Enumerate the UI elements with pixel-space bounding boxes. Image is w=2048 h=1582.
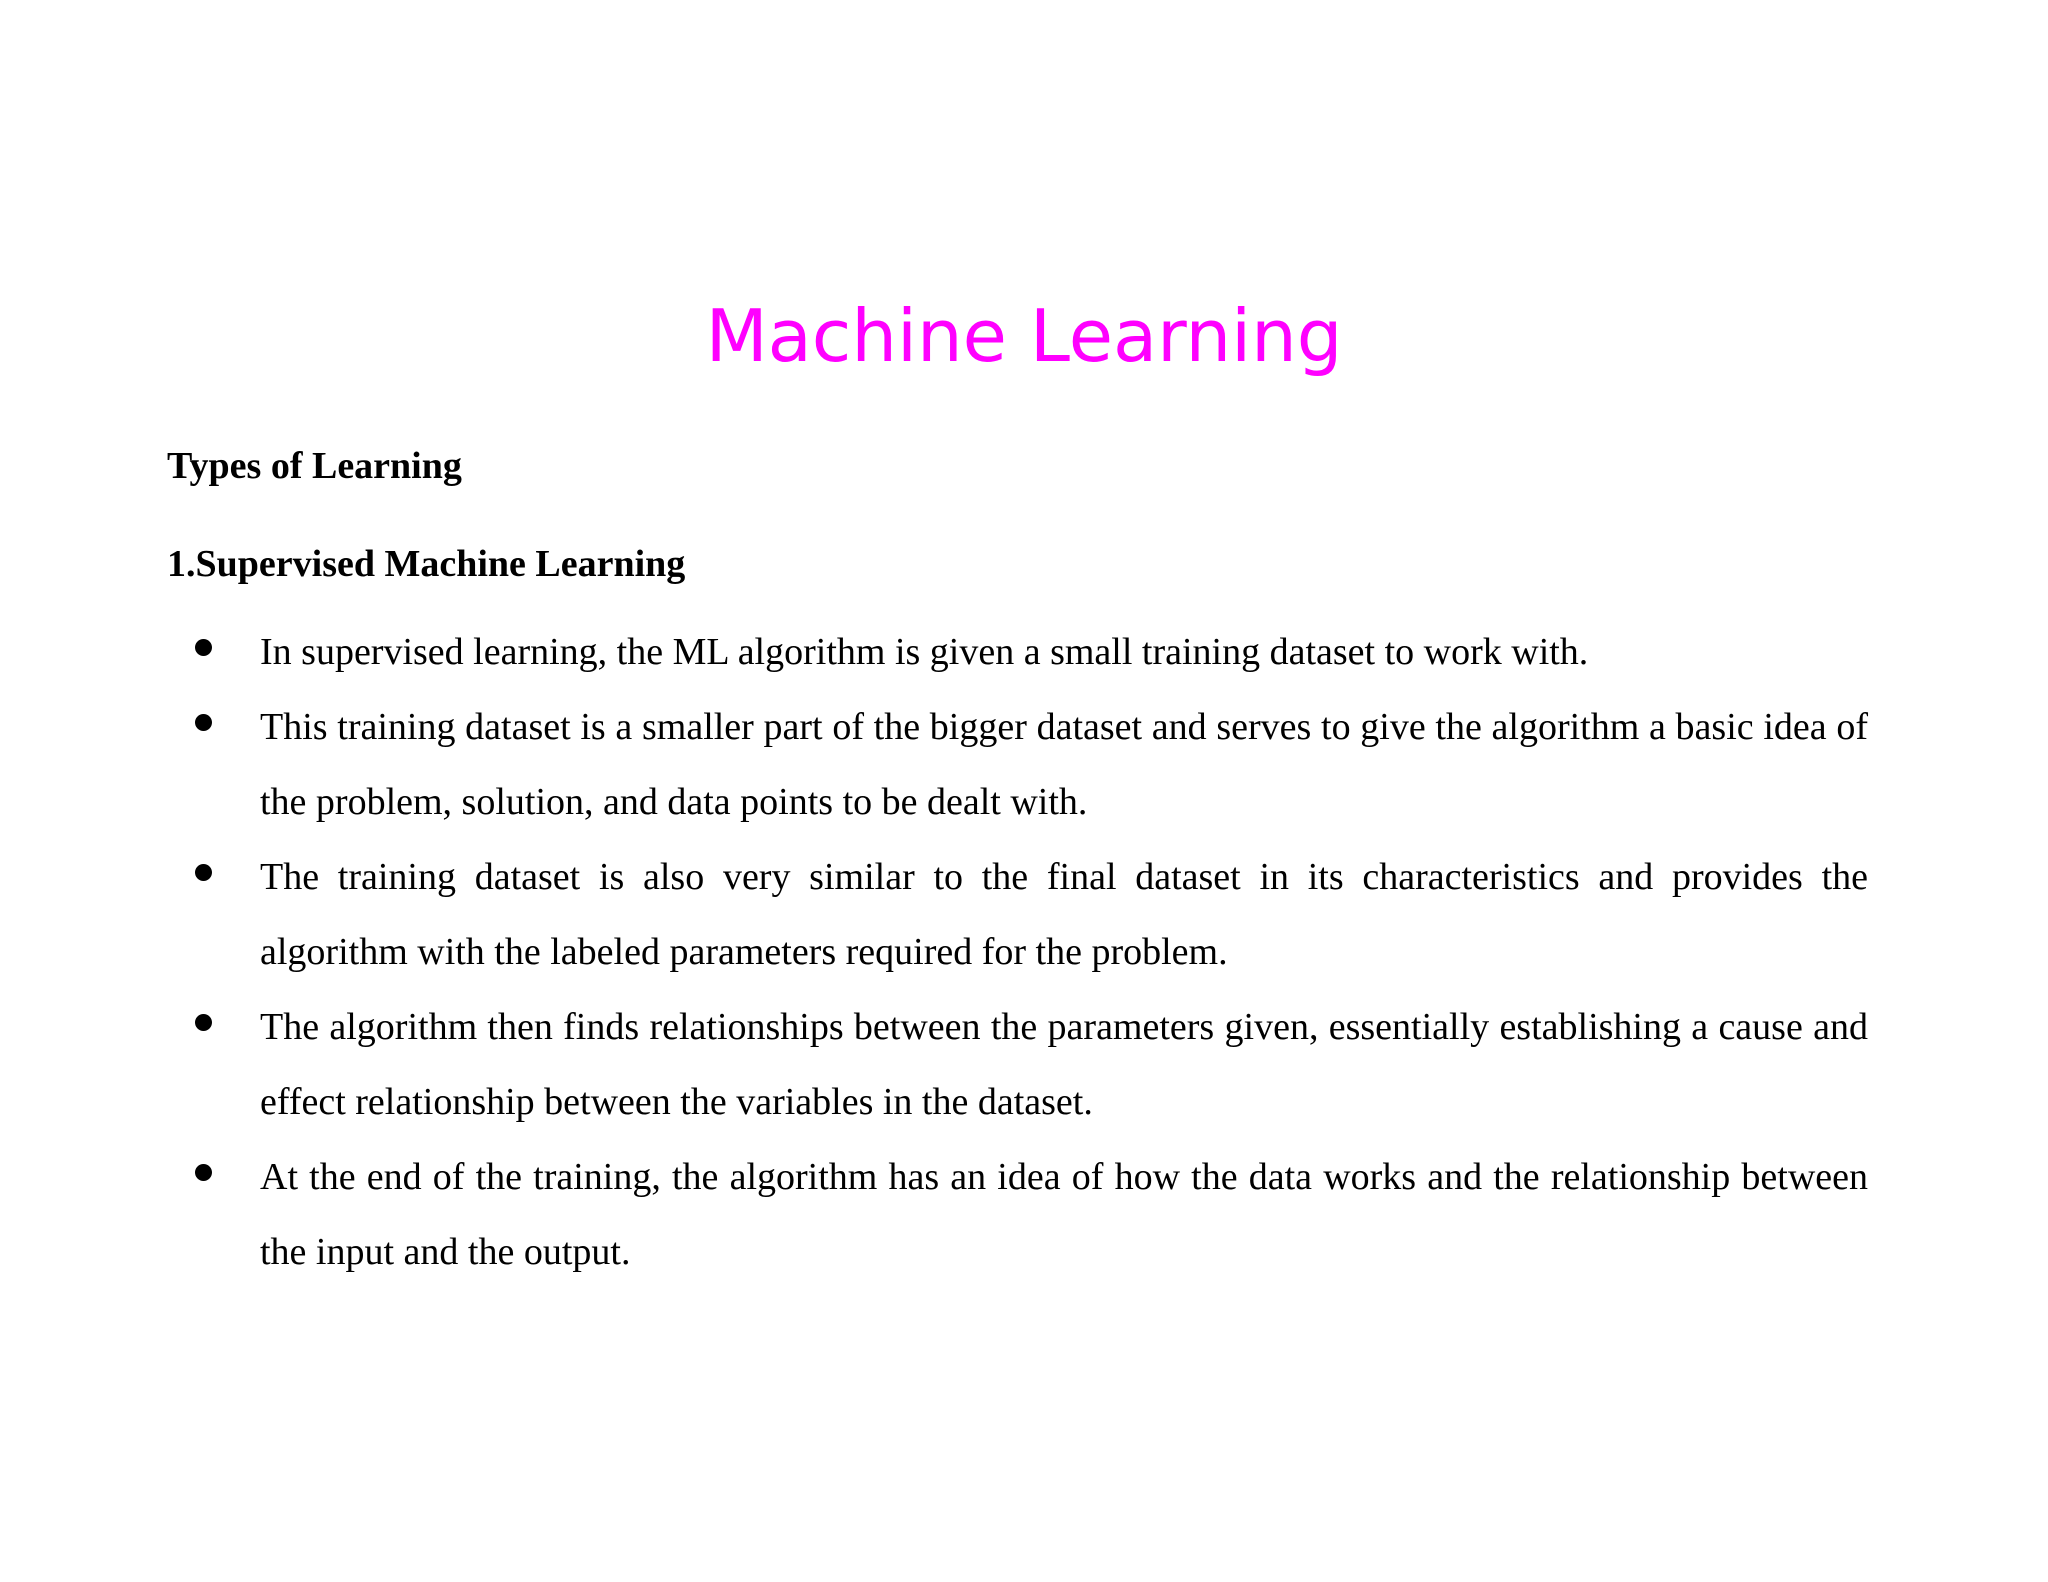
- bullet-icon: [195, 864, 212, 881]
- list-item: [0, 840, 2048, 990]
- bullet-icon: [195, 1164, 212, 1181]
- list-item: [0, 690, 2048, 840]
- bullet-icon: [195, 714, 212, 731]
- subsection-heading: 1.Supervised Machine Learning: [167, 543, 686, 585]
- list-item-text: The training dataset is also very similar to the final dataset in its characteristics and provides the algorithm with the labeled parameters required for the problem.: [260, 856, 1868, 973]
- bullet-list: [0, 615, 2048, 1290]
- list-item-text: In supervised learning, the ML algorithm is given a small training dataset to work with.: [260, 631, 1589, 673]
- section-heading: Types of Learning: [167, 445, 462, 487]
- list-item: [0, 990, 2048, 1140]
- list-item-text: The algorithm then finds relationships between the parameters given, essentially establishing a cause and effect relationship between the variables in the dataset.: [260, 1006, 1868, 1123]
- bullet-icon: [195, 639, 212, 656]
- page-title: Machine Learning: [705, 294, 1343, 378]
- list-item-text: This training dataset is a smaller part of the bigger dataset and serves to give the algorithm a basic idea of the problem, solution, and data points to be dealt with.: [260, 706, 1868, 823]
- list-item: [0, 615, 2048, 690]
- bullet-icon: [195, 1014, 212, 1031]
- list-item-text: At the end of the training, the algorithm has an idea of how the data works and the relationship between the input and the output.: [260, 1156, 1868, 1273]
- list-item: [0, 1140, 2048, 1290]
